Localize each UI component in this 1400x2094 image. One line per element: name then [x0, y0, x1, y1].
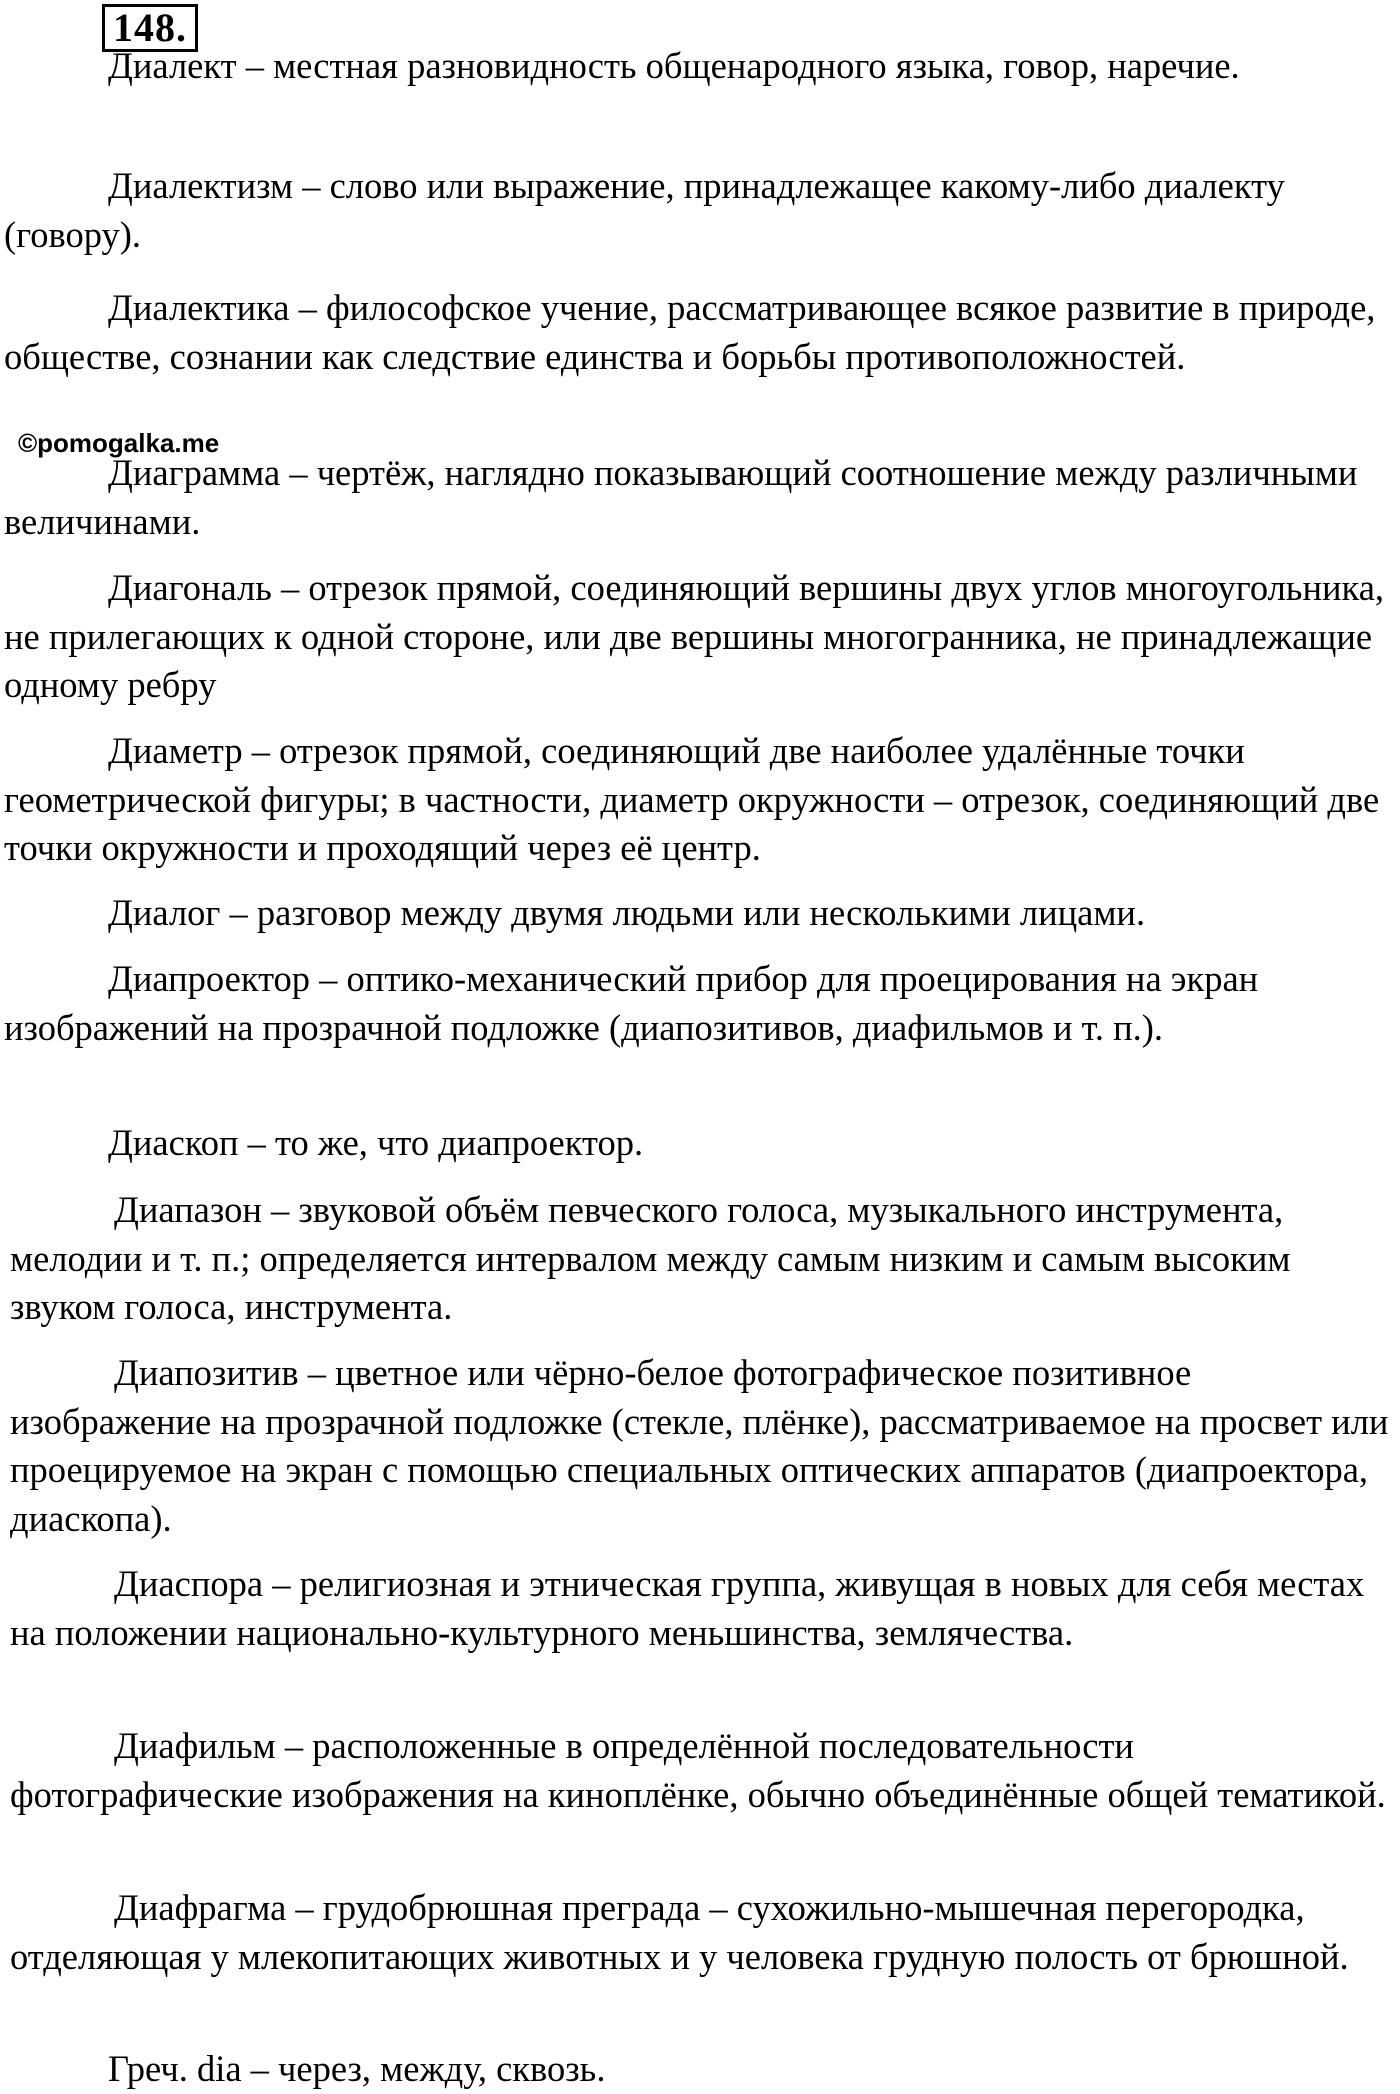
entry-dialektika: Диалектика – философское учение, рассматривающее всякое развитие в природе, обществе, сознании как следствие единства и борьбы противоположностей.: [4, 287, 1376, 377]
entry-diaspora: Диаспора – религиозная и этническая группа, живущая в новых для себя местах на положении национально-культурного меньшинства, землячества.: [10, 1563, 1365, 1653]
entry-dialog: Диалог – разговор между двумя людьми или несколькими лицами.: [108, 892, 1146, 933]
entry-diagonal: Диагональ – отрезок прямой, соединяющий вершины двух углов многоугольника, не прилегающих к одной стороне, или две вершины многогранника, не принадлежащие одному ребру: [4, 567, 1385, 705]
entry-dialektizm: Диалектизм – слово или выражение, принадлежащее какому-либо диалекту (говору).: [4, 165, 1285, 255]
entry-diaproektor: Диапроектор – оптико-механический прибор для проецирования на экран изображений на прозрачной подложке (диапозитивов, диафильмов и т. п.).: [4, 958, 1259, 1048]
watermark: ©pomogalka.me: [18, 428, 220, 458]
entry-diametr: Диаметр – отрезок прямой, соединяющий две наиболее удалённые точки геометрической фигуры; в частности, диаметр окружности – отрезок, соединяющий две точки окружности и проходящий через её центр.: [4, 730, 1380, 868]
entry-diagramma: Диаграмма – чертёж, наглядно показывающий соотношение между различными величинами.: [4, 452, 1358, 542]
entry-greek-note: Греч. dia – через, между, сквозь.: [108, 2048, 606, 2089]
entry-diafilm: Диафильм – расположенные в определённой последовательности фотографические изображения на киноплёнке, обычно объединённые общей тематикой.: [10, 1725, 1386, 1815]
entry-dialekt: Диалект – местная разновидность общенародного языка, говор, наречие.: [108, 45, 1240, 86]
entry-diafragma: Диафрагма – грудобрюшная преграда – сухожильно-мышечная перегородка, отделяющая у млекопитающих животных и у человека грудную полость от брюшной.: [10, 1887, 1349, 1977]
entry-diapozitiv: Диапозитив – цветное или чёрно-белое фотографическое позитивное изображение на прозрачной подложке (стекле, плёнке), рассматриваемое на просвет или проецируемое на экран с помощью специальных оптических аппаратов (диапроектора, диаскопа).: [10, 1352, 1389, 1539]
task-number-box: 148.: [102, 4, 198, 52]
entry-diapazon: Диапазон – звуковой объём певческого голоса, музыкального инструмента, мелодии и т. п.; определяется интервалом между самым низким и самым высоким звуком голоса, инструмента.: [10, 1189, 1291, 1327]
entry-diaskop: Диаскоп – то же, что диапроектор.: [108, 1122, 644, 1163]
